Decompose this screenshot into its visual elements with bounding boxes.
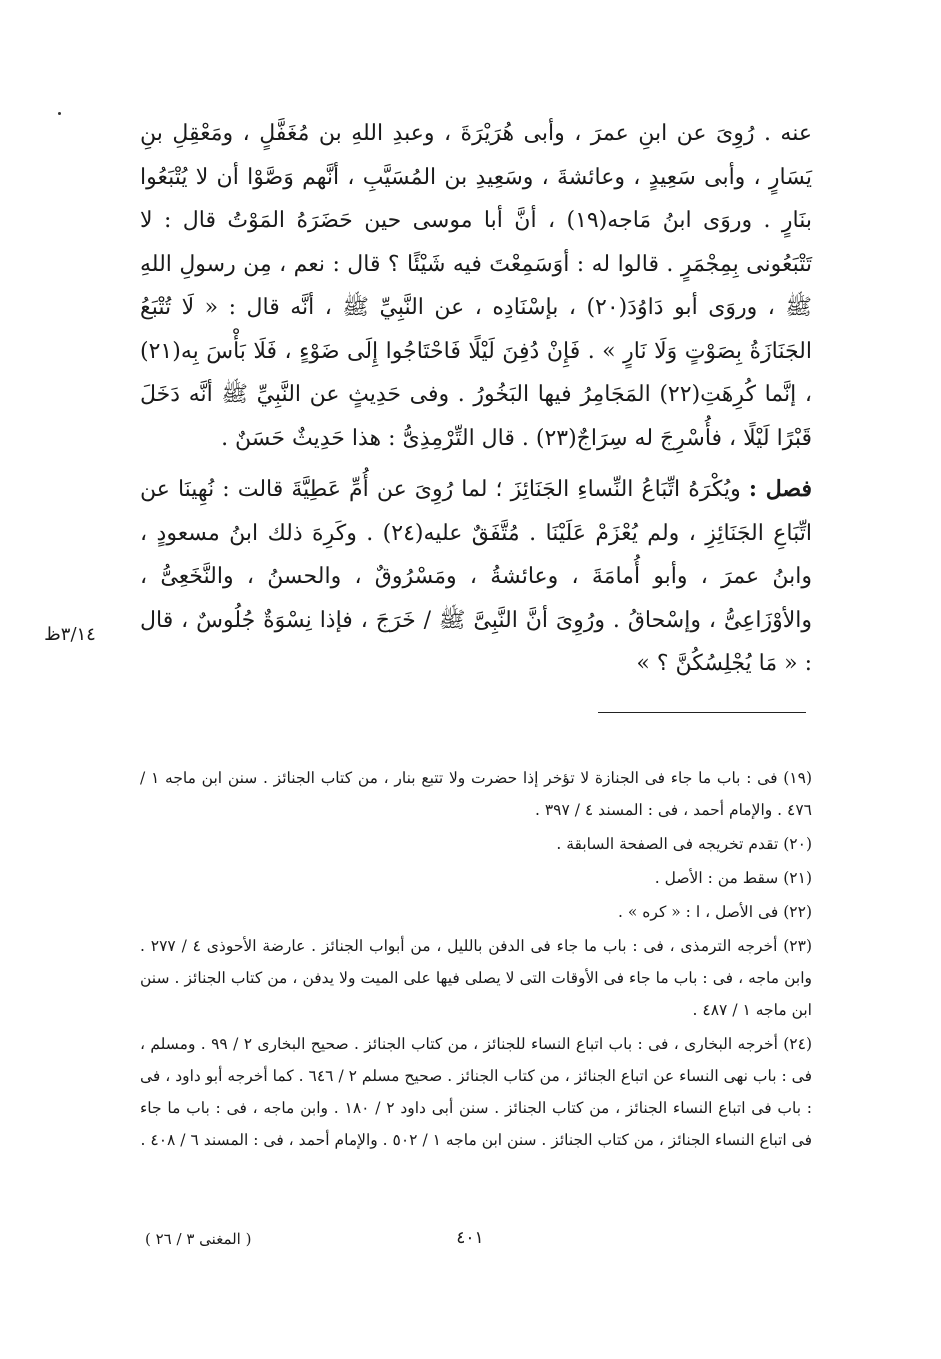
paragraph-2 xyxy=(140,468,812,686)
stray-mark xyxy=(58,112,61,115)
footnote-21: (٢١) سقط من : الأصل . xyxy=(654,869,812,887)
footnote-23: (٢٣) أخرجه الترمذى ، فى : باب ما جاء فى الدفن بالليل ، من أبواب الجنائز . عارضة الأحوذى ٤ / ٢٧٧ . وابن ماجه ، فى : باب ما جاء فى الأوقات التى لا يصلى فيها على الميت ولا يدفن ، من كتاب الجنائز . سنن ابن ماجه ١ / ٤٨٧ . xyxy=(140,937,813,1019)
footnotes xyxy=(140,762,812,1158)
footnote-24: (٢٤) أخرجه البخارى ، فى : باب اتباع النساء للجنائز ، من كتاب الجنائز . صحيح البخارى ٢ / ٩٩ . ومسلم ، فى : باب نهى النساء عن اتباع الجنائز ، من كتاب الجنائز . صحيح مسلم ٢ / ٦٤٦ . كما أخرجه أبو داود ، فى : باب فى اتباع النساء الجنائز ، من كتاب الجنائز . سنن أبى داود ٢ / ١٨٠ . وابن ماجه ، فى : باب ما جاء فى اتباع النساء الجنائز ، من كتاب الجنائز . سنن ابن ماجه ١ / ٥٠٢ . والإمام أحمد ، فى : المسند ٦ / ٤٠٨ . xyxy=(140,1035,813,1149)
main-text xyxy=(140,112,812,686)
footnote-20: (٢٠) تقدم تخريجه فى الصفحة السابقة . xyxy=(556,835,812,853)
paragraph-2-text: ويُكْرَهُ اتِّبَاعُ النِّساءِ الجَنَائِزَ ؛ لما رُوِىَ عن أُمِّ عَطِيَّةَ قالت : نُهِينَا عن اتِّبَاعِ الجَنَائِزِ ، ولم يُعْزَمْ عَلَيْنَا . مُتَّفَقٌ عليه(٢٤) . وكَرِهَ ذلك ابنُ مسعودٍ ، وابنُ عمرَ ، وأبو أُمامَةَ ، وعائشةُ ، ومَسْرُوقٌ ، والحسنُ ، والنَّخَعِىُّ ، والأوْزَاعِىُّ ، وإسْحاقُ . ورُوِىَ أنَّ النَّبِىَّ ﷺ / خَرَجَ ، فإذا نِسْوَةٌ جُلُوسٌ ، قال : « مَا يُجْلِسُكُنَّ ؟ » xyxy=(140,477,813,676)
footnote-19: (١٩) فى : باب ما جاء فى الجنازة لا تؤخر إذا حضرت ولا تتبع بنار ، من كتاب الجنائز . سنن ابن ماجه ١ / ٤٧٦ . والإمام أحمد ، فى : المسند ٤ / ٣٩٧ . xyxy=(140,769,812,819)
fasl-heading: فصل : xyxy=(748,476,812,502)
margin-folio-note: ٣/١٤ظ xyxy=(44,624,96,645)
page-number: ٤٠١ xyxy=(456,1228,484,1248)
footnote-22: (٢٢) فى الأصل ، ا : « كره » . xyxy=(618,903,812,921)
footnote-divider xyxy=(598,712,806,713)
paragraph-1: عنه . رُوِىَ عن ابنِ عمرَ ، وأبى هُرَيْرَةَ ، وعبدِ اللهِ بن مُغَفَّلٍ ، ومَعْقِلِ بنِ يَسَارٍ ، وأبى سَعِيدٍ ، وعائشةَ ، وسَعِيدِ بن المُسَيَّبِ ، أنَّهم وَصَّوْا أن لا يُتْبَعُوا بنَارٍ . وروَى ابنُ مَاجه(١٩) ، أنَّ أبا موسى حين حَضَرَهُ المَوْتُ قال : لا تَتْبَعُونى بِمِجْمَرٍ . قالوا له : أوَسَمِعْتَ فيه شَيْئًا ؟ قال : نعم ، مِن رسولِ اللهِ ﷺ ، وروَى أبو دَاوُدَ(٢٠) ، بإسْنَادِه ، عن النَّبِيِّ ﷺ ، أنَّه قال : « لَا تُتْبَعُ الجَنَازَةُ بِصَوْتٍ وَلَا نَارٍ » . فَإِنْ دُفِنَ لَيْلًا فَاحْتَاجُوا إِلَى ضَوْءٍ ، فَلَا بَأْسَ بِه(٢١) ، إنَّما كُرِهَتِ(٢٢) المَجَامِرُ فيها البَخُورُ . وفى حَدِيثٍ عن النَّبِيِّ ﷺ أنَّه دَخَلَ قَبْرًا لَيْلًا ، فأُسْرِجَ له سِرَاجٌ(٢٣) . قال التِّرْمِذِىُّ : هذا حَدِيثٌ حَسَنٌ . xyxy=(140,121,813,451)
signature-mark: ( المغنى ٣ / ٢٦ ) xyxy=(145,1230,252,1248)
